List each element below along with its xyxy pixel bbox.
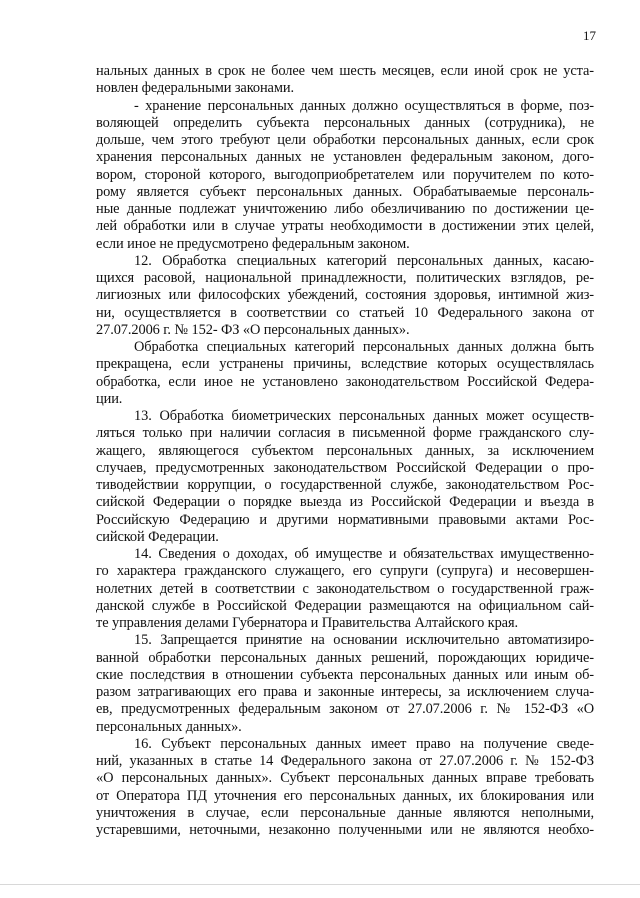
text-line: вором, стороной которого, выгодоприобретателем или поручителем по кото-: [96, 166, 594, 183]
text-line: сийской Федерации о порядке выезда из Российской Федерации и въезда в: [96, 494, 594, 511]
text-line: Российскую Федерацию и другими нормативными правовыми актами Рос-: [96, 511, 594, 528]
text-line: дольше, чем этого требуют цели обработки персональных данных, если срок: [96, 132, 594, 148]
text-line: устаревшими, неточными, незаконно полученными или не являются необхо-: [96, 822, 594, 838]
text-line: случаев, предусмотренных законодательством Российской Федерации о про-: [96, 459, 594, 476]
text-line: 27.07.2006 г. № 152- ФЗ «О персональных данных».: [96, 321, 410, 338]
text-line: ванной обработки персональных данных решений, порождающих юридиче-: [96, 649, 594, 666]
text-line: тиводействии коррупции, о государственной службе, законодательством Рос-: [96, 477, 594, 493]
body-text: [96, 63, 594, 839]
text-line: «О персональных данных». Субъект персональных данных вправе требовать: [96, 770, 594, 787]
text-line: ний, указанных в статье 14 Федерального закона от 27.07.2006 г. № 152-ФЗ: [96, 753, 594, 769]
text-line: ев, предусмотренных федеральным законом от 27.07.2006 г. № 152-ФЗ «О: [96, 701, 594, 718]
text-line: ляться только при наличии согласия в письменной форме гражданского слу-: [96, 425, 594, 442]
text-line: обработка, если иное не установлено законодательством Российской Федера-: [96, 373, 594, 390]
text-line: рому является субъект персональных данных. Обрабатываемые персональ-: [96, 183, 594, 200]
text-line: разом затрагивающих его права и законные интересы, за исключением случа-: [96, 684, 594, 700]
text-line: от Оператора ПД уточнения его персональных данных, их блокирования или: [96, 787, 594, 804]
text-line: лигиозных или философских убеждений, состояния здоровья, интимной жиз-: [96, 287, 594, 304]
text-line: ные данные подлежат уничтожению либо обезличиванию по достижении це-: [96, 201, 594, 217]
text-line: ни, осуществляется в соответствии со статьей 10 Федерального закона от: [96, 304, 594, 321]
text-line: 12. Обработка специальных категорий персональных данных, касаю-: [134, 252, 594, 269]
text-line: ции.: [96, 390, 123, 407]
text-line: 16. Субъект персональных данных имеет право на получение сведе-: [134, 735, 594, 752]
text-line: персональных данных».: [96, 718, 242, 735]
text-line: - хранение персональных данных должно осуществляться в форме, поз-: [134, 97, 594, 114]
text-line: 14. Сведения о доходах, об имуществе и обязательствах имущественно-: [134, 546, 594, 562]
text-line: те управления делами Губернатора и Правительства Алтайского края.: [96, 615, 518, 631]
text-line: если иное не предусмотрено федеральным законом.: [96, 235, 410, 252]
text-line: го характера гражданского служащего, его супруги (супруга) и несовершен-: [96, 563, 594, 580]
text-line: уничтожения в случае, если персональные данные являются неполными,: [96, 804, 594, 821]
text-line: лей обработки или в случае утраты необходимости в достижении этих целей,: [96, 218, 594, 235]
text-line: 15. Запрещается принятие на основании исключительно автоматизиро-: [134, 632, 594, 649]
text-line: Обработка специальных категорий персональных данных должна быть: [134, 339, 594, 355]
page-number: 17: [583, 28, 596, 43]
text-line: сийской Федерации.: [96, 528, 219, 545]
text-line: ские последствия в отношении субъекта персональных данных или иным об-: [96, 666, 594, 683]
text-line: данской службе в Российской Федерации размещаются на официальном сай-: [96, 597, 594, 614]
text-line: прекращена, если устранены причины, вследствие которых осуществлялась: [96, 356, 594, 373]
text-line: новлен федеральными законами.: [96, 80, 294, 97]
text-line: жащего, являющегося субъектом персональных данных, за исключением: [96, 442, 594, 459]
text-line: 13. Обработка биометрических персональных данных может осуществ-: [134, 408, 594, 424]
text-line: нолетних детей в соответствии с законодательством о государственной граж-: [96, 580, 594, 597]
text-line: щихся расовой, национальной принадлежности, политических взглядов, ре-: [96, 270, 594, 286]
text-line: воляющей определить субъекта персональных данных (сотрудника), не: [96, 114, 594, 131]
text-line: хранения персональных данных не установлен федеральным законом, дого-: [96, 149, 594, 166]
text-line: нальных данных в срок не более чем шесть месяцев, если иной срок не уста-: [96, 63, 594, 79]
scan-edge-line: [0, 884, 640, 885]
